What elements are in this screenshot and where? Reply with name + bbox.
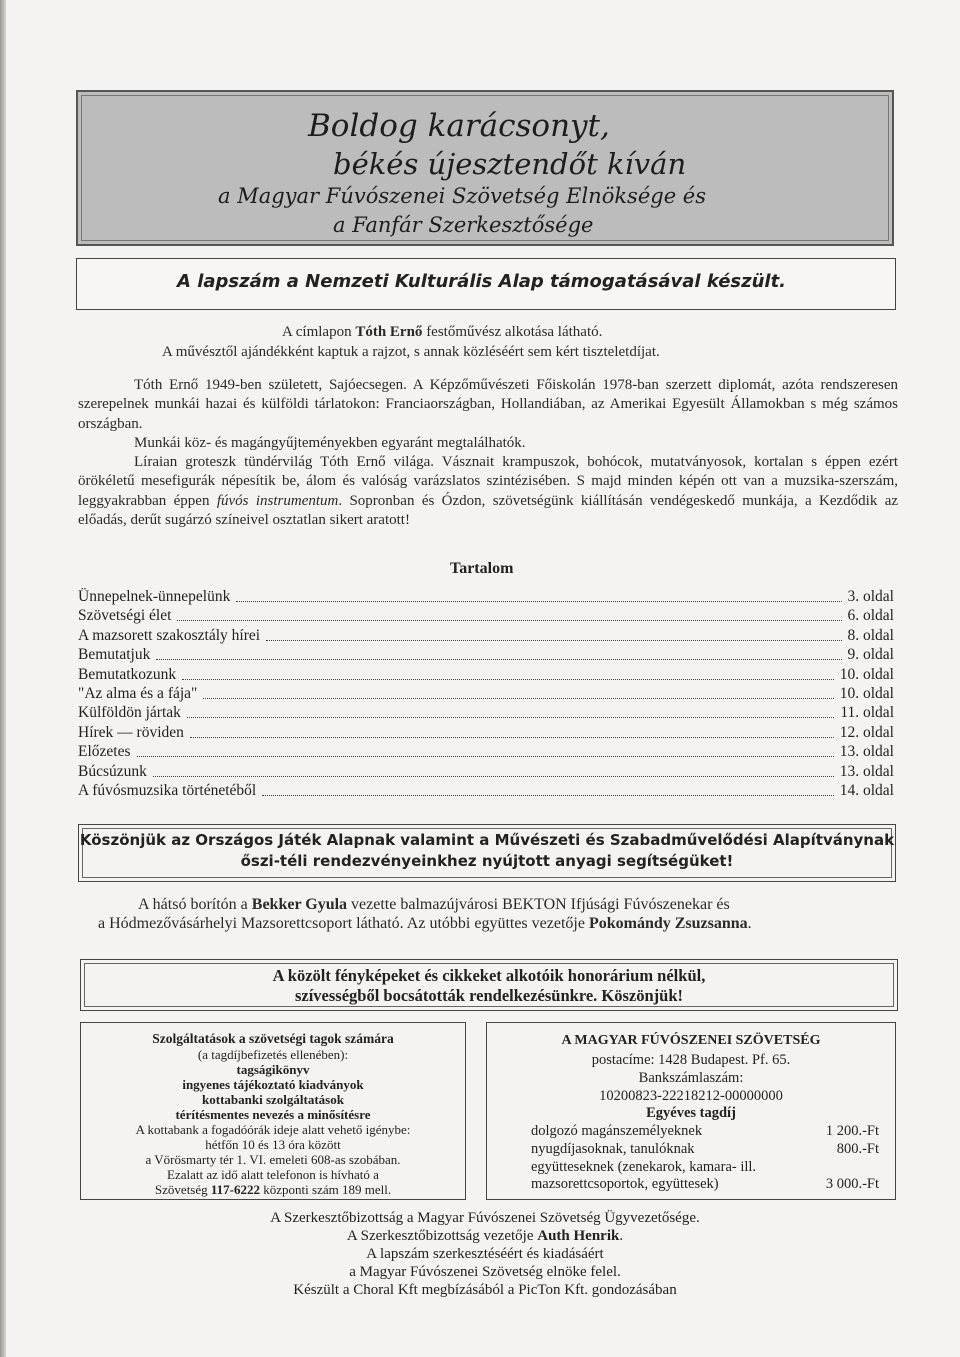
toc-leader-dots [137,756,834,757]
greeting-line-1: Boldog karácsonyt, [308,108,610,144]
services-note-1: A kottabank a fogadóórák ideje alatt vehető igénybe: [135,1122,411,1137]
toc-page: 11. oldal [840,704,894,722]
toc-leader-dots [156,659,841,660]
toc-page: 6. oldal [847,607,894,625]
fee-label: mazsorettcsoportok, együttesek) [531,1176,719,1192]
backcover-line-1-post: vezette balmazújvárosi BEKTON Ifjúsági Fúvószenekar és [347,896,730,913]
toc-leader-dots [190,737,834,738]
services-phone-number: 117-6222 [210,1182,261,1197]
bio-paragraph-3-pre: Líraian groteszk tündérvilág Tóth Ernő világa. Vásznait krampuszok, bohócok, mutatványosok, kortalan s éppen ezért örökéletű mesefigurák népesítik be, álom és valóság varázslatos szintézisében. S majd minden képén ott van a muzsika-szerszám, leggyakrabban éppen [78,454,898,509]
toc-leader-dots [203,698,833,699]
toc-row [78,626,894,645]
footer-editor: Auth Henrik [537,1228,620,1244]
cover-artist: Tóth Ernő [355,324,423,340]
cover-line-2: A művésztől ajándékként kaptuk a rajzot, s annak közléséért sem kért tiszteletdíjat. [162,344,660,360]
thanks-line-2: őszi-téli rendezvényeinkhez nyújtott anyagi segítségüket! [240,852,734,870]
services-note-5 [81,1182,465,1197]
toc-page: 3. oldal [847,588,894,605]
toc-leader-dots [153,776,834,777]
toc-label: A mazsorett szakosztály hírei [78,626,261,644]
toc-page: 10. oldal [839,665,894,683]
toc-leader-dots [266,640,841,641]
service-item: térítésmentes nevezés a minősítésre [175,1107,371,1122]
fee-amount: 800.-Ft [836,1141,879,1157]
toc-row [78,781,894,800]
fee-amount: 3 000.-Ft [825,1176,879,1192]
support-notice: A lapszám a Nemzeti Kulturális Alap támogatásával készült. [177,271,787,292]
toc-row [78,645,894,664]
footer-line-5: Készült a Choral Kft megbízásából a PicTon Kft. gondozásában [293,1282,677,1298]
services-note-3: a Vörösmarty tér 1. VI. emeleti 608-as szobában. [145,1152,401,1167]
services-note-4: Ezalatt az idő alatt telefonon is hívható a [167,1167,379,1182]
cover-line-1 [282,324,602,341]
fee-label: együtteseknek (zenekarok, kamara- ill. [531,1159,757,1175]
toc-page: 13. oldal [839,743,894,761]
toc-label: Külföldön jártak [78,704,181,722]
service-item: tagságikönyv [236,1062,310,1077]
backcover-line-1 [138,896,730,914]
services-note-5-post: központi szám 189 mell. [260,1182,392,1197]
association-box [486,1022,896,1200]
bio-paragraph-3-post: . Sopronban és Ózdon, szövetségünk kiállításán vendégeskedő munkája, a Kezdődik az előadás, derűt sugárzó színeivel osztatlan sikert aratott! [78,492,899,528]
toc-label: A fúvósmuzsika történetéből [78,782,257,799]
fee-amount: 1 200.-Ft [825,1123,879,1139]
toc-page: 12. oldal [839,723,894,741]
toc-row [78,723,894,742]
toc-page: 14. oldal [839,782,894,799]
association-address: postacíme: 1428 Budapest. Pf. 65. [591,1052,791,1068]
toc-label: Búcsúzunk [78,762,147,780]
toc-leader-dots [182,679,834,680]
toc-label: "Az alma és a fája" [78,685,198,702]
backcover-leader: Pokomándy Zsuzsanna [588,915,748,932]
services-subtitle: (a tagdíjbefizetés ellenében): [197,1047,349,1062]
toc-row [78,684,894,703]
toc-leader-dots [177,620,841,621]
greeting-banner [76,90,894,246]
toc-row [78,762,894,781]
footer-line-2-post: . [619,1228,624,1244]
services-note-2: hétfőn 10 és 13 óra között [205,1137,341,1152]
photo-notice-line-1: A közölt fényképeket és cikkeket alkotóik honorárium nélkül, [272,966,706,985]
toc-label: Hírek — röviden [78,723,184,741]
backcover-line-2-post: . [747,915,752,932]
fee-label: dolgozó magánszemélyeknek [531,1123,703,1139]
toc-row [78,587,894,606]
footer-line-2 [150,1228,820,1245]
toc-label: Bemutatjuk [78,646,151,664]
toc-leader-dots [236,601,841,602]
backcover-line-1-pre: A hátsó borítón a [138,896,252,913]
backcover-conductor: Bekker Gyula [251,896,348,913]
toc-label: Előzetes [78,743,131,761]
thanks-box [78,824,896,882]
cover-line-1-pre: A címlapon [282,324,356,340]
services-note-5-pre: Szövetség [154,1182,211,1197]
bio-paragraph-2: Munkái köz- és magángyűjteményekben egyaránt megtalálhatók. [134,435,526,451]
association-name: A MAGYAR FÚVÓSZENEI SZÖVETSÉG [561,1033,821,1048]
fee-title: Egyéves tagdíj [646,1105,736,1121]
toc-row [78,742,894,761]
footer-line-2-pre: A Szerkesztőbizottság vezetője [346,1228,538,1244]
services-title: Szolgáltatások a szövetségi tagok számára [152,1031,394,1046]
greeting-line-2: békés újesztendőt kíván [333,147,687,181]
photo-notice-line-2: szívességből bocsátották rendelkezésünkre. Köszönjük! [294,986,684,1005]
footer-line-1: A Szerkesztőbizottság a Magyar Fúvószenei Szövetség Ügyvezetősége. [270,1210,700,1226]
greeting-line-4: a Fanfár Szerkesztősége [333,213,594,237]
toc-label: Ünnepelnek-ünnepelünk [78,588,231,605]
footer-line-4: a Magyar Fúvószenei Szövetség elnöke felel. [349,1264,621,1280]
cover-line-1-post: festőművész alkotása látható. [422,324,603,340]
footer-line-3: A lapszám szerkesztéséért és kiadásáért [366,1246,604,1262]
services-box [80,1022,466,1200]
fee-label: nyugdíjasoknak, tanulóknak [531,1141,695,1157]
service-item: ingyenes tájékoztató kiadványok [182,1077,364,1092]
toc-page: 10. oldal [839,685,894,702]
photo-notice-box [80,959,898,1011]
toc-leader-dots [262,795,834,796]
bio-paragraph-3-emphasis: fúvós instrumentum [216,492,339,509]
support-notice-box [76,258,896,310]
page-edge-shadow [0,0,6,1357]
bank-label: Bankszámlaszám: [638,1070,744,1086]
backcover-line-2-pre: a Hódmezővásárhelyi Mazsorettcsoport látható. Az utóbbi együttes vezetője [98,915,589,932]
backcover-line-2 [98,915,752,933]
greeting-line-3: a Magyar Fúvószenei Szövetség Elnöksége és [218,184,707,208]
thanks-line-1: Köszönjük az Országos Játék Alapnak valamint a Művészeti és Szabadművelődési Alapítványnak [79,831,895,849]
service-item: kottabanki szolgáltatások [202,1092,344,1107]
toc-leader-dots [187,717,834,718]
toc-page: 9. oldal [847,646,894,664]
toc-row [78,665,894,684]
toc-row [78,606,894,625]
bio-paragraph-1: Tóth Ernő 1949-ben született, Sajóecsegen. A Képzőművészeti Főiskolán 1978-ban szerzett diplomát, azóta rendszeresen szerepelnek munkái hazai és külföldi tárlatokon: Franciaországban, Hollandiában, az Amerikai Egyesült Államokban s még számos országban. [78,377,898,432]
toc-row [78,703,894,722]
toc-label: Szövetségi élet [78,607,172,625]
bank-number: 10200823-22218212-00000000 [599,1088,783,1104]
bio-paragraph-3 [78,453,898,530]
toc-page: 8. oldal [847,626,894,644]
toc-page: 13. oldal [839,762,894,780]
toc-label: Bemutatkozunk [78,665,177,683]
toc-title: Tartalom [450,560,514,577]
